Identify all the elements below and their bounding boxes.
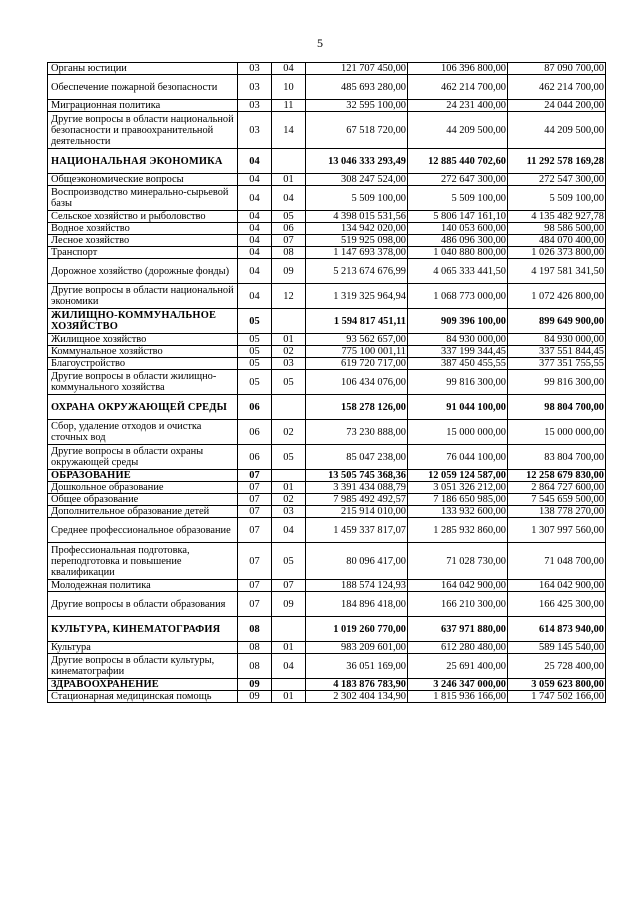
subsection-code-cell: 07 bbox=[272, 235, 306, 247]
amount-year2-cell: 5 509 100,00 bbox=[408, 186, 508, 211]
amount-year3-cell: 272 547 300,00 bbox=[508, 174, 606, 186]
section-code-cell: 04 bbox=[238, 284, 272, 309]
amount-year1-cell: 93 562 657,00 bbox=[306, 334, 408, 346]
section-code-cell: 05 bbox=[238, 370, 272, 395]
table-row bbox=[48, 654, 606, 679]
amount-year2-cell: 1 040 880 800,00 bbox=[408, 247, 508, 259]
subsection-code-cell: 09 bbox=[272, 592, 306, 617]
amount-year1-cell: 13 046 333 293,49 bbox=[306, 149, 408, 174]
section-code-cell: 08 bbox=[238, 654, 272, 679]
amount-year3-cell: 138 778 270,00 bbox=[508, 506, 606, 518]
section-code-cell: 07 bbox=[238, 543, 272, 580]
amount-year1-cell: 3 391 434 088,79 bbox=[306, 482, 408, 494]
row-name-cell: Миграционная политика bbox=[48, 100, 238, 112]
table-row bbox=[48, 346, 606, 358]
amount-year2-cell: 272 647 300,00 bbox=[408, 174, 508, 186]
amount-year1-cell: 32 595 100,00 bbox=[306, 100, 408, 112]
amount-year1-cell: 73 230 888,00 bbox=[306, 420, 408, 445]
table-row bbox=[48, 580, 606, 592]
table-row bbox=[48, 334, 606, 346]
amount-year1-cell: 121 707 450,00 bbox=[306, 63, 408, 75]
table-row bbox=[48, 494, 606, 506]
subsection-code-cell: 06 bbox=[272, 223, 306, 235]
section-code-cell: 09 bbox=[238, 691, 272, 703]
amount-year1-cell: 619 720 717,00 bbox=[306, 358, 408, 370]
row-name-cell: Коммунальное хозяйство bbox=[48, 346, 238, 358]
subsection-code-cell: 05 bbox=[272, 445, 306, 470]
subsection-code-cell: 07 bbox=[272, 580, 306, 592]
table-row bbox=[48, 223, 606, 235]
amount-year3-cell: 12 258 679 830,00 bbox=[508, 470, 606, 482]
section-row bbox=[48, 617, 606, 642]
amount-year3-cell: 3 059 623 800,00 bbox=[508, 679, 606, 691]
section-code-cell: 05 bbox=[238, 346, 272, 358]
amount-year1-cell: 4 398 015 531,56 bbox=[306, 211, 408, 223]
amount-year2-cell: 99 816 300,00 bbox=[408, 370, 508, 395]
subsection-code-cell: 01 bbox=[272, 642, 306, 654]
amount-year2-cell: 25 691 400,00 bbox=[408, 654, 508, 679]
row-name-cell: Другие вопросы в области культуры, кинематографии bbox=[48, 654, 238, 679]
amount-year2-cell: 1 815 936 166,00 bbox=[408, 691, 508, 703]
amount-year2-cell: 637 971 880,00 bbox=[408, 617, 508, 642]
row-name-cell: Органы юстиции bbox=[48, 63, 238, 75]
subsection-code-cell bbox=[272, 309, 306, 334]
row-name-cell: ОБРАЗОВАНИЕ bbox=[48, 470, 238, 482]
amount-year3-cell: 377 351 755,55 bbox=[508, 358, 606, 370]
amount-year3-cell: 98 586 500,00 bbox=[508, 223, 606, 235]
amount-year2-cell: 84 930 000,00 bbox=[408, 334, 508, 346]
amount-year1-cell: 36 051 169,00 bbox=[306, 654, 408, 679]
subsection-code-cell: 11 bbox=[272, 100, 306, 112]
table-row bbox=[48, 691, 606, 703]
subsection-code-cell: 10 bbox=[272, 75, 306, 100]
amount-year2-cell: 337 199 344,45 bbox=[408, 346, 508, 358]
amount-year3-cell: 1 072 426 800,00 bbox=[508, 284, 606, 309]
table-row bbox=[48, 174, 606, 186]
amount-year1-cell: 5 509 100,00 bbox=[306, 186, 408, 211]
section-code-cell: 04 bbox=[238, 211, 272, 223]
table-row bbox=[48, 543, 606, 580]
amount-year2-cell: 12 059 124 587,00 bbox=[408, 470, 508, 482]
section-code-cell: 04 bbox=[238, 174, 272, 186]
table-row bbox=[48, 506, 606, 518]
amount-year1-cell: 4 183 876 783,90 bbox=[306, 679, 408, 691]
section-code-cell: 08 bbox=[238, 642, 272, 654]
subsection-code-cell: 04 bbox=[272, 518, 306, 543]
page-number: 5 bbox=[317, 36, 323, 50]
amount-year3-cell: 84 930 000,00 bbox=[508, 334, 606, 346]
amount-year2-cell: 76 044 100,00 bbox=[408, 445, 508, 470]
row-name-cell: Молодежная политика bbox=[48, 580, 238, 592]
section-code-cell: 09 bbox=[238, 679, 272, 691]
amount-year2-cell: 1 285 932 860,00 bbox=[408, 518, 508, 543]
amount-year3-cell: 44 209 500,00 bbox=[508, 112, 606, 149]
amount-year3-cell: 1 747 502 166,00 bbox=[508, 691, 606, 703]
subsection-code-cell: 01 bbox=[272, 482, 306, 494]
amount-year2-cell: 15 000 000,00 bbox=[408, 420, 508, 445]
row-name-cell: Другие вопросы в области жилищно-коммунального хозяйства bbox=[48, 370, 238, 395]
amount-year3-cell: 24 044 200,00 bbox=[508, 100, 606, 112]
amount-year1-cell: 519 925 098,00 bbox=[306, 235, 408, 247]
section-code-cell: 04 bbox=[238, 259, 272, 284]
amount-year3-cell: 164 042 900,00 bbox=[508, 580, 606, 592]
amount-year1-cell: 184 896 418,00 bbox=[306, 592, 408, 617]
subsection-code-cell: 01 bbox=[272, 691, 306, 703]
section-code-cell: 07 bbox=[238, 592, 272, 617]
amount-year2-cell: 71 028 730,00 bbox=[408, 543, 508, 580]
amount-year3-cell: 337 551 844,45 bbox=[508, 346, 606, 358]
amount-year3-cell: 15 000 000,00 bbox=[508, 420, 606, 445]
amount-year2-cell: 91 044 100,00 bbox=[408, 395, 508, 420]
section-code-cell: 07 bbox=[238, 494, 272, 506]
section-row bbox=[48, 149, 606, 174]
amount-year2-cell: 612 280 480,00 bbox=[408, 642, 508, 654]
amount-year1-cell: 13 505 745 368,36 bbox=[306, 470, 408, 482]
section-code-cell: 05 bbox=[238, 309, 272, 334]
amount-year2-cell: 44 209 500,00 bbox=[408, 112, 508, 149]
row-name-cell: Транспорт bbox=[48, 247, 238, 259]
table-row bbox=[48, 358, 606, 370]
amount-year3-cell: 462 214 700,00 bbox=[508, 75, 606, 100]
amount-year3-cell: 25 728 400,00 bbox=[508, 654, 606, 679]
section-code-cell: 03 bbox=[238, 112, 272, 149]
amount-year2-cell: 166 210 300,00 bbox=[408, 592, 508, 617]
row-name-cell: ЖИЛИЩНО-КОММУНАЛЬНОЕ ХОЗЯЙСТВО bbox=[48, 309, 238, 334]
amount-year3-cell: 99 816 300,00 bbox=[508, 370, 606, 395]
table-row bbox=[48, 370, 606, 395]
row-name-cell: ЗДРАВООХРАНЕНИЕ bbox=[48, 679, 238, 691]
table-row bbox=[48, 247, 606, 259]
amount-year1-cell: 134 942 020,00 bbox=[306, 223, 408, 235]
table-row bbox=[48, 420, 606, 445]
subsection-code-cell: 03 bbox=[272, 358, 306, 370]
subsection-code-cell: 04 bbox=[272, 654, 306, 679]
row-name-cell: Дополнительное образование детей bbox=[48, 506, 238, 518]
amount-year1-cell: 85 047 238,00 bbox=[306, 445, 408, 470]
amount-year1-cell: 485 693 280,00 bbox=[306, 75, 408, 100]
table-row bbox=[48, 211, 606, 223]
amount-year2-cell: 3 051 326 212,00 bbox=[408, 482, 508, 494]
subsection-code-cell bbox=[272, 470, 306, 482]
amount-year3-cell: 11 292 578 169,28 bbox=[508, 149, 606, 174]
row-name-cell: НАЦИОНАЛЬНАЯ ЭКОНОМИКА bbox=[48, 149, 238, 174]
amount-year2-cell: 909 396 100,00 bbox=[408, 309, 508, 334]
amount-year3-cell: 589 145 540,00 bbox=[508, 642, 606, 654]
amount-year1-cell: 106 434 076,00 bbox=[306, 370, 408, 395]
table-row bbox=[48, 100, 606, 112]
subsection-code-cell: 12 bbox=[272, 284, 306, 309]
subsection-code-cell: 05 bbox=[272, 211, 306, 223]
amount-year1-cell: 7 985 492 492,57 bbox=[306, 494, 408, 506]
section-code-cell: 03 bbox=[238, 100, 272, 112]
section-code-cell: 05 bbox=[238, 334, 272, 346]
budget-table bbox=[47, 62, 606, 703]
amount-year1-cell: 1 147 693 378,00 bbox=[306, 247, 408, 259]
amount-year1-cell: 188 574 124,93 bbox=[306, 580, 408, 592]
amount-year3-cell: 4 197 581 341,50 bbox=[508, 259, 606, 284]
amount-year3-cell: 1 307 997 560,00 bbox=[508, 518, 606, 543]
amount-year1-cell: 983 209 601,00 bbox=[306, 642, 408, 654]
row-name-cell: Другие вопросы в области национальной экономики bbox=[48, 284, 238, 309]
subsection-code-cell: 08 bbox=[272, 247, 306, 259]
row-name-cell: Сбор, удаление отходов и очистка сточных вод bbox=[48, 420, 238, 445]
amount-year2-cell: 1 068 773 000,00 bbox=[408, 284, 508, 309]
subsection-code-cell: 02 bbox=[272, 494, 306, 506]
section-code-cell: 04 bbox=[238, 149, 272, 174]
amount-year1-cell: 1 319 325 964,94 bbox=[306, 284, 408, 309]
section-code-cell: 04 bbox=[238, 247, 272, 259]
row-name-cell: ОХРАНА ОКРУЖАЮЩЕЙ СРЕДЫ bbox=[48, 395, 238, 420]
subsection-code-cell: 09 bbox=[272, 259, 306, 284]
table-row bbox=[48, 445, 606, 470]
row-name-cell: Общеэкономические вопросы bbox=[48, 174, 238, 186]
amount-year2-cell: 133 932 600,00 bbox=[408, 506, 508, 518]
section-row bbox=[48, 309, 606, 334]
amount-year2-cell: 164 042 900,00 bbox=[408, 580, 508, 592]
section-code-cell: 06 bbox=[238, 395, 272, 420]
row-name-cell: Водное хозяйство bbox=[48, 223, 238, 235]
amount-year1-cell: 1 019 260 770,00 bbox=[306, 617, 408, 642]
subsection-code-cell: 04 bbox=[272, 63, 306, 75]
amount-year2-cell: 486 096 300,00 bbox=[408, 235, 508, 247]
subsection-code-cell bbox=[272, 679, 306, 691]
subsection-code-cell: 05 bbox=[272, 370, 306, 395]
subsection-code-cell: 04 bbox=[272, 186, 306, 211]
section-code-cell: 04 bbox=[238, 235, 272, 247]
row-name-cell: Стационарная медицинская помощь bbox=[48, 691, 238, 703]
table-row bbox=[48, 642, 606, 654]
table-row bbox=[48, 186, 606, 211]
row-name-cell: Обеспечение пожарной безопасности bbox=[48, 75, 238, 100]
amount-year1-cell: 308 247 524,00 bbox=[306, 174, 408, 186]
table-row bbox=[48, 235, 606, 247]
amount-year3-cell: 484 070 400,00 bbox=[508, 235, 606, 247]
amount-year3-cell: 4 135 482 927,78 bbox=[508, 211, 606, 223]
amount-year3-cell: 2 864 727 600,00 bbox=[508, 482, 606, 494]
amount-year1-cell: 1 459 337 817,07 bbox=[306, 518, 408, 543]
amount-year3-cell: 87 090 700,00 bbox=[508, 63, 606, 75]
amount-year2-cell: 462 214 700,00 bbox=[408, 75, 508, 100]
row-name-cell: Дошкольное образование bbox=[48, 482, 238, 494]
amount-year2-cell: 12 885 440 702,60 bbox=[408, 149, 508, 174]
amount-year2-cell: 106 396 800,00 bbox=[408, 63, 508, 75]
amount-year1-cell: 2 302 404 134,90 bbox=[306, 691, 408, 703]
amount-year3-cell: 614 873 940,00 bbox=[508, 617, 606, 642]
table-row bbox=[48, 112, 606, 149]
section-code-cell: 04 bbox=[238, 186, 272, 211]
section-code-cell: 07 bbox=[238, 580, 272, 592]
subsection-code-cell: 02 bbox=[272, 346, 306, 358]
amount-year2-cell: 24 231 400,00 bbox=[408, 100, 508, 112]
amount-year3-cell: 899 649 900,00 bbox=[508, 309, 606, 334]
amount-year1-cell: 5 213 674 676,99 bbox=[306, 259, 408, 284]
row-name-cell: Благоустройство bbox=[48, 358, 238, 370]
row-name-cell: Другие вопросы в области национальной безопасности и правоохранительной деятельности bbox=[48, 112, 238, 149]
section-code-cell: 06 bbox=[238, 420, 272, 445]
amount-year2-cell: 5 806 147 161,10 bbox=[408, 211, 508, 223]
row-name-cell: Жилищное хозяйство bbox=[48, 334, 238, 346]
section-code-cell: 07 bbox=[238, 470, 272, 482]
subsection-code-cell bbox=[272, 395, 306, 420]
row-name-cell: Профессиональная подготовка, переподготовка и повышение квалификации bbox=[48, 543, 238, 580]
amount-year2-cell: 7 186 650 985,00 bbox=[408, 494, 508, 506]
subsection-code-cell: 03 bbox=[272, 506, 306, 518]
section-code-cell: 08 bbox=[238, 617, 272, 642]
section-row bbox=[48, 679, 606, 691]
section-code-cell: 07 bbox=[238, 518, 272, 543]
row-name-cell: КУЛЬТУРА, КИНЕМАТОГРАФИЯ bbox=[48, 617, 238, 642]
amount-year3-cell: 7 545 659 500,00 bbox=[508, 494, 606, 506]
row-name-cell: Общее образование bbox=[48, 494, 238, 506]
section-code-cell: 04 bbox=[238, 223, 272, 235]
table-row bbox=[48, 482, 606, 494]
row-name-cell: Дорожное хозяйство (дорожные фонды) bbox=[48, 259, 238, 284]
row-name-cell: Лесное хозяйство bbox=[48, 235, 238, 247]
section-code-cell: 05 bbox=[238, 358, 272, 370]
amount-year3-cell: 5 509 100,00 bbox=[508, 186, 606, 211]
amount-year1-cell: 215 914 010,00 bbox=[306, 506, 408, 518]
table-row bbox=[48, 259, 606, 284]
row-name-cell: Другие вопросы в области охраны окружающей среды bbox=[48, 445, 238, 470]
amount-year1-cell: 158 278 126,00 bbox=[306, 395, 408, 420]
section-row bbox=[48, 470, 606, 482]
amount-year2-cell: 387 450 455,55 bbox=[408, 358, 508, 370]
amount-year2-cell: 4 065 333 441,50 bbox=[408, 259, 508, 284]
section-code-cell: 07 bbox=[238, 482, 272, 494]
amount-year3-cell: 83 804 700,00 bbox=[508, 445, 606, 470]
row-name-cell: Другие вопросы в области образования bbox=[48, 592, 238, 617]
subsection-code-cell: 05 bbox=[272, 543, 306, 580]
subsection-code-cell bbox=[272, 149, 306, 174]
table-row bbox=[48, 284, 606, 309]
amount-year2-cell: 3 246 347 000,00 bbox=[408, 679, 508, 691]
subsection-code-cell: 01 bbox=[272, 174, 306, 186]
row-name-cell: Сельское хозяйство и рыболовство bbox=[48, 211, 238, 223]
section-code-cell: 07 bbox=[238, 506, 272, 518]
subsection-code-cell: 01 bbox=[272, 334, 306, 346]
row-name-cell: Воспроизводство минерально-сырьевой базы bbox=[48, 186, 238, 211]
amount-year2-cell: 140 053 600,00 bbox=[408, 223, 508, 235]
amount-year1-cell: 1 594 817 451,11 bbox=[306, 309, 408, 334]
table-row bbox=[48, 63, 606, 75]
amount-year3-cell: 1 026 373 800,00 bbox=[508, 247, 606, 259]
row-name-cell: Культура bbox=[48, 642, 238, 654]
section-code-cell: 06 bbox=[238, 445, 272, 470]
amount-year1-cell: 80 096 417,00 bbox=[306, 543, 408, 580]
row-name-cell: Среднее профессиональное образование bbox=[48, 518, 238, 543]
section-row bbox=[48, 395, 606, 420]
table-row bbox=[48, 592, 606, 617]
table-row bbox=[48, 518, 606, 543]
subsection-code-cell: 02 bbox=[272, 420, 306, 445]
subsection-code-cell: 14 bbox=[272, 112, 306, 149]
table-row bbox=[48, 75, 606, 100]
amount-year3-cell: 71 048 700,00 bbox=[508, 543, 606, 580]
amount-year1-cell: 775 100 001,11 bbox=[306, 346, 408, 358]
amount-year1-cell: 67 518 720,00 bbox=[306, 112, 408, 149]
amount-year3-cell: 98 804 700,00 bbox=[508, 395, 606, 420]
section-code-cell: 03 bbox=[238, 63, 272, 75]
amount-year3-cell: 166 425 300,00 bbox=[508, 592, 606, 617]
section-code-cell: 03 bbox=[238, 75, 272, 100]
subsection-code-cell bbox=[272, 617, 306, 642]
